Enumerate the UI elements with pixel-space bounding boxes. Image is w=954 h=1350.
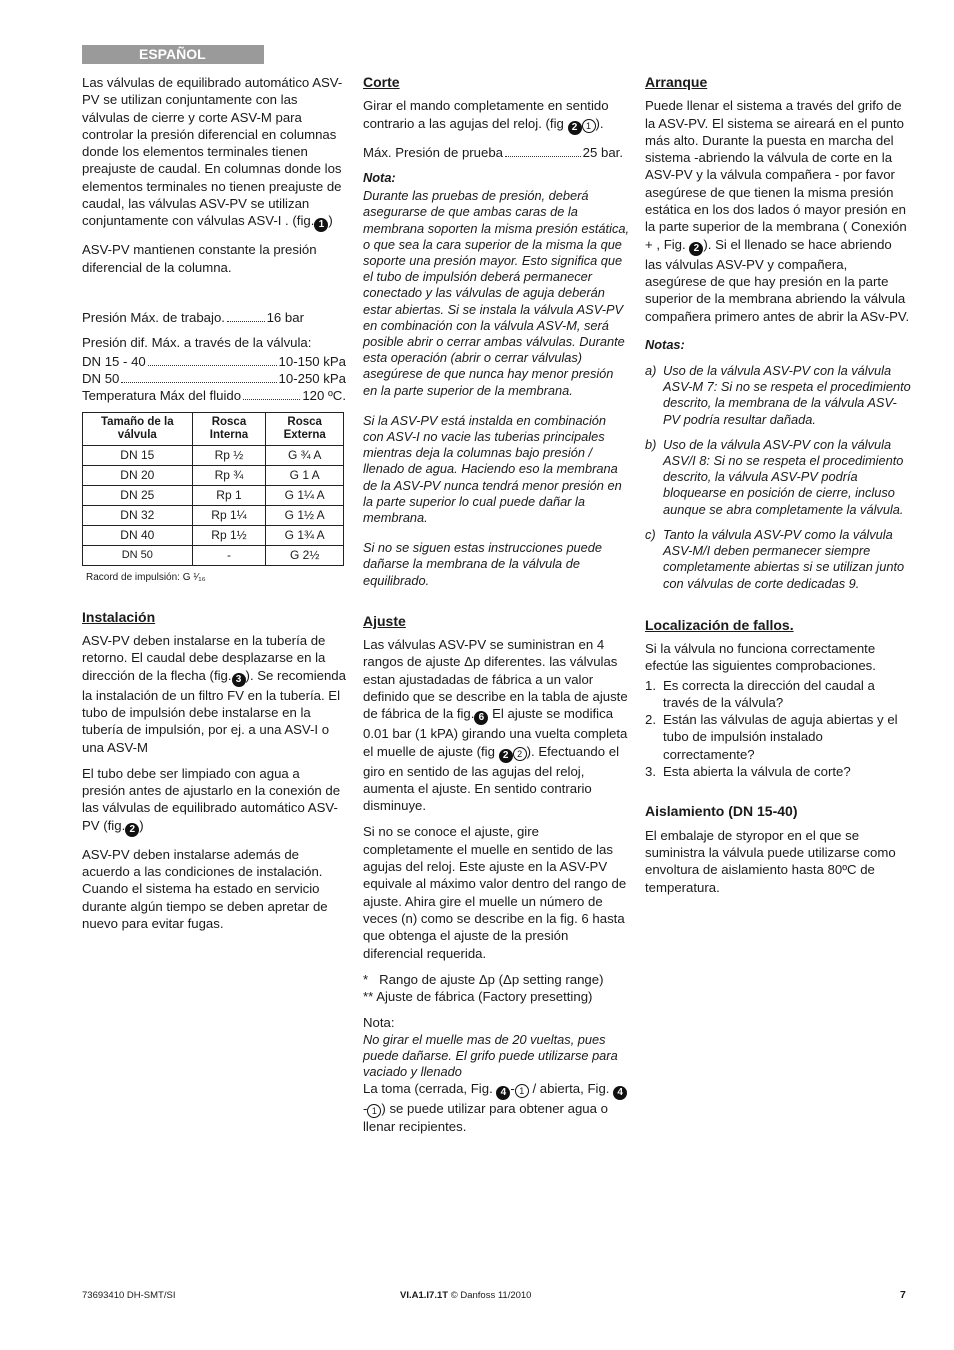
spec-label: Máx. Presión de prueba <box>363 144 504 160</box>
table-row <box>83 506 344 526</box>
intro-paragraph-1 <box>82 74 346 232</box>
list-marker: 2. <box>645 712 656 728</box>
install-paragraph-1 <box>82 632 346 756</box>
spec-value: 10-250 kPa <box>278 370 346 386</box>
thread-size-table <box>82 412 344 566</box>
notes-label: Notas: <box>645 336 685 352</box>
spec-label: DN 15 - 40 <box>82 353 146 369</box>
figure-ref-badge: 3 <box>232 673 246 687</box>
spec-dn50 <box>82 370 346 387</box>
table-header-cell: Rosca Externa <box>266 413 344 446</box>
section-heading-ajuste: Ajuste <box>363 612 406 629</box>
corte-paragraph <box>363 97 629 134</box>
spec-label: DN 50 <box>82 370 120 386</box>
install-text: ) <box>139 817 144 833</box>
table-cell: DN 20 <box>83 466 193 486</box>
table-row <box>83 546 344 566</box>
ajuste-footnote-1: * Rango de ajuste Δp (Δp setting range) <box>363 971 604 987</box>
table-header-cell: Rosca Interna <box>192 413 266 446</box>
notes-list <box>645 363 911 592</box>
spec-label: Temperatura Máx del fluido <box>82 388 242 404</box>
list-item-text: Es correcta la dirección del caudal a través de la válvula? <box>663 677 875 710</box>
install-text: ASV-PV deben instalarse en la tubería de retorno. El caudal debe desplazarse en la dirección de la flecha (fig. <box>82 633 326 683</box>
table-row <box>83 486 344 506</box>
list-marker: 1. <box>645 677 656 693</box>
table-cell: G 2½ <box>266 546 344 566</box>
note-paragraph-3: Si no se siguen estas instrucciones puede dañarse la membrana de la válvula de equilibrado. <box>363 540 603 588</box>
arranque-text: ). Si el llenado se hace abriendo las válvulas ASV-PV y compañera, asegúrese de que hay presión en la parte superior de la membrana abriendo la válvula compañera primero antes de abrir la ASv-PV. <box>645 236 910 324</box>
position-ref-circle: 1 <box>515 1084 529 1098</box>
note-paragraph-2: Si la ASV-PV está instalda en combinación con ASV-I no vacie las tuberias principales mientras deja la columnas bajo presión / llenado de agua. Haciendo eso la membrana de la ASV-PV nunca tendrá menor presión en la parte superior lo cual puede dañar la membrana. <box>363 412 622 525</box>
footer-reference <box>400 1287 531 1304</box>
note-paragraph-1: Durante las pruebas de presión, deberá asegurarse de que ambas caras de la membrana soporten la misma presión estática, o que sea la cara superior de la misma la que soporte una presión mayor. Esto significa que el tubo de impulsión deberá permanecer conectado y las válvulas de aguja deberán estar abiertas. Si se instala la válvula ASV-PV en combinación con la válvula ASV-M, será posible abrir o cerrar ambas válvulas. Durante esta operación (abrir o cerrar válvulas) asegúrese de que nunca hay menor presión en la parte superior de la membrana. <box>363 188 630 398</box>
list-marker: c) <box>645 526 656 542</box>
list-item-text: Uso de la válvula ASV-PV con la válvula ASV/I 8: Si no se respeta el procedimiento descrito, la válvula ASV-PV podría bloquearse en posición de cierre, incluso aunque se abra completamente la válvula. <box>663 436 904 517</box>
table-cell: DN 40 <box>83 526 193 546</box>
install-paragraph-2 <box>82 765 346 837</box>
footer-reference-code: VI.A1.I7.1T <box>400 1290 449 1301</box>
spec-test-pressure <box>363 144 629 161</box>
position-ref-circle: 1 <box>367 1104 381 1118</box>
corte-text: Girar el mando completamente en sentido contrario a las agujas del reloj. (fig <box>363 98 609 131</box>
install-paragraph-3: ASV-PV deben instalarse además de acuerdo a las condiciones de instalación. Cuando el sistema ha estado en servicio durante algún tiempo se deben apretar de nuevo para evitar fugas. <box>82 846 328 931</box>
table-cell: Rp ½ <box>192 446 266 466</box>
section-heading-insulation: Aislamiento (DN 15-40) <box>645 803 798 820</box>
spec-value: 10-150 kPa <box>278 353 346 369</box>
figure-ref-badge: 2 <box>499 749 513 763</box>
table-cell: DN 32 <box>83 506 193 526</box>
list-item <box>645 711 911 763</box>
column-2 <box>363 74 629 1136</box>
note2-label: Nota: <box>363 1015 395 1031</box>
position-ref-circle: 2 <box>513 747 527 761</box>
spec-value: 25 bar. <box>582 144 623 160</box>
spec-label: Presión Máx. de trabajo. <box>82 309 225 325</box>
ajuste-text: El ajuste se modifica 0.01 bar (1 kPA) girando una vuelta completa el muelle de ajuste (fig <box>363 706 628 759</box>
table-cell: Rp 1½ <box>192 526 266 546</box>
column-1 <box>82 74 346 941</box>
install-text: El tubo debe ser limpiado con agua a presión antes de ajustarlo en la conexión de las válvulas de equilibrado automático ASV-PV (fig. <box>82 765 341 833</box>
table-cell: Rp ¾ <box>192 466 266 486</box>
figure-ref-badge: 2 <box>689 242 703 256</box>
ajuste-paragraph-2: Si no se conoce el ajuste, gire completamente el muelle en sentido de las agujas del reloj. Este ajuste en la ASV-PV equivale al máximo valor dentro del rango de ajuste. Ahira gire el muelle un número de veces (n) como se describe en la fig. 6 hasta que obtenga el ajuste de la presión diferencial requerida. <box>363 824 627 961</box>
list-item <box>645 437 911 518</box>
leader-dots <box>243 399 300 400</box>
footer-copyright: © Danfoss 11/2010 <box>448 1290 532 1301</box>
list-item <box>645 527 911 592</box>
ajuste-text: ). Efectuando el giro en sentido de las agujas del reloj, aumenta el ajuste. En sentido contrario disminuye. <box>363 743 619 814</box>
table-cell: G 1¼ A <box>266 486 344 506</box>
leader-dots <box>121 382 276 383</box>
note2-text-part: / abierta, Fig. <box>528 1081 614 1097</box>
footer-doc-code: 73693410 DH-SMT/SI <box>82 1290 176 1301</box>
section-heading-troubleshooting: Localización de fallos. <box>645 616 794 633</box>
section-heading-corte: Corte <box>363 74 400 90</box>
list-item-text: Esta abierta la válvula de corte? <box>663 764 851 780</box>
leader-dots <box>227 321 265 322</box>
table-cell: - <box>192 546 266 566</box>
section-heading-arranque: Arranque <box>645 74 708 90</box>
troubleshooting-intro: Si la válvula no funciona correctamente efectúe las siguientes comprobaciones. <box>645 641 876 674</box>
list-item <box>645 363 911 428</box>
corte-text: ). <box>595 115 604 131</box>
table-cell: Rp 1¼ <box>192 506 266 526</box>
spec-max-working-pressure <box>82 309 346 326</box>
figure-ref-badge: 1 <box>314 218 328 232</box>
table-cell: Rp 1 <box>192 486 266 506</box>
ajuste-footnote-2: ** Ajuste de fábrica (Factory presetting) <box>363 989 593 1005</box>
spec-max-temperature <box>82 387 346 404</box>
arranque-paragraph <box>645 97 911 325</box>
position-ref-circle: 1 <box>582 119 596 133</box>
note2-italic: No girar el muelle mas de 20 vueltas, pues puede dañarse. El grifo puede utilizarse para vaciado y llenado <box>363 1031 618 1080</box>
page-number: 7 <box>900 1289 906 1301</box>
list-item <box>645 677 911 712</box>
spec-diff-pressure-label: Presión dif. Máx. a través de la válvula: <box>82 335 312 351</box>
table-row <box>83 466 344 486</box>
column-3 <box>645 74 911 905</box>
language-header <box>82 45 264 64</box>
list-item-text: Están las válvulas de aguja abiertas y el tubo de impulsión instalado correctamente? <box>663 712 898 762</box>
table-cell: G 1½ A <box>266 506 344 526</box>
note2-text: La toma (cerrada, Fig. 4 - 1 / abierta, Fig. 4- 1 ) se puede utilizar para obtener agua o llenar recipientes. <box>363 1080 629 1135</box>
note-label: Nota: <box>363 169 396 185</box>
table-row <box>83 526 344 546</box>
intro-paragraph-2: ASV-PV mantienen constante la presión diferencial de la columna. <box>82 242 317 275</box>
table-row <box>83 446 344 466</box>
figure-ref-badge: 6 <box>474 711 488 725</box>
spec-dn15-40 <box>82 353 346 370</box>
insulation-paragraph: El embalaje de styropor en el que se suministra la válvula puede utilizarse como envoltura de aislamiento hasta 80ºC de temperatura. <box>645 827 896 895</box>
language-label: ESPAÑOL <box>139 46 206 62</box>
figure-ref-badge: 4 <box>613 1086 627 1100</box>
intro-text-end: ) <box>328 213 333 229</box>
figure-ref-badge: 2 <box>125 823 139 837</box>
table-header-row <box>83 413 344 446</box>
list-item-text: Tanto la válvula ASV-PV como la válvula ASV-M/I deben permanecer siempre completamente abiertas si se utilizan junto con válvulas de corte dedicadas 9. <box>663 526 905 591</box>
ajuste-paragraph-1 <box>363 636 629 814</box>
table-cell: G 1¾ A <box>266 526 344 546</box>
table-cell: DN 50 <box>83 546 193 566</box>
spec-value: 120 ºC. <box>302 388 346 404</box>
figure-ref-badge: 2 <box>568 121 582 135</box>
table-cell: G 1 A <box>266 466 344 486</box>
leader-dots <box>148 365 277 366</box>
list-marker: b) <box>645 436 657 452</box>
list-marker: 3. <box>645 764 656 780</box>
note2-text-part: La toma (cerrada, Fig. <box>363 1081 497 1097</box>
ajuste-text: Las válvulas ASV-PV se suministran en 4 rangos de ajuste Δp diferentes. las válvulas estan ajustadadas de fábrica a un valor definido que se describe en la tabla de ajuste de fábrica de la fig. <box>363 637 628 722</box>
intro-text: Las válvulas de equilibrado automático ASV-PV se utilizan conjuntamente con las válvulas de cierre y corte ASV-M para controlar la presión diferencial en columnas donde los elementos terminales tienen preajuste de caudal. En columnas donde los elementos terminales no tienen preajuste de caudal, las válvulas ASV-PV se utilizan conjuntamente con válvulas ASV-I . (fig. <box>82 75 343 229</box>
arranque-text: Puede llenar el sistema a través del grifo de la ASV-PV. El sistema se aireará en el punto más alto. Durante la puesta en marcha del sistema -abriendo la válvula de corte en la ASV-PV y la válvula compañera - por favor asegúrese de que tienen la misma presión estática en los dos lados ó mayor presión en la parte superior de la membrana ( Conexión + , Fig. <box>645 98 907 252</box>
install-text: ). Se recomienda la instalación de un filtro FV en la tubería. El tubo de impulsión debe instalarse en la tubería de impulsión, por ej. a una ASV-I o una ASV-M <box>82 667 346 755</box>
note2-text-part: ) se puede utilizar para obtener agua o llenar recipientes. <box>363 1101 608 1135</box>
table-cell: DN 25 <box>83 486 193 506</box>
troubleshooting-list <box>645 677 911 781</box>
table-header-cell: Tamaño de la válvula <box>83 413 193 446</box>
list-marker: a) <box>645 363 657 379</box>
figure-ref-badge: 4 <box>496 1086 510 1100</box>
list-item-text: Uso de la válvula ASV-PV con la válvula ASV-M 7: Si no se respeta el procedimiento descrito, la membrana de la válvula ASV-PV podría resultar dañada. <box>663 363 911 427</box>
section-heading-installation: Instalación <box>82 608 156 625</box>
table-cell: G ¾ A <box>266 446 344 466</box>
leader-dots <box>505 156 581 157</box>
table-cell: DN 15 <box>83 446 193 466</box>
list-item <box>645 763 911 780</box>
spec-value: 16 bar <box>266 309 304 325</box>
table-footnote: Racord de impulsión: G ¹⁄₁₆ <box>86 572 206 584</box>
